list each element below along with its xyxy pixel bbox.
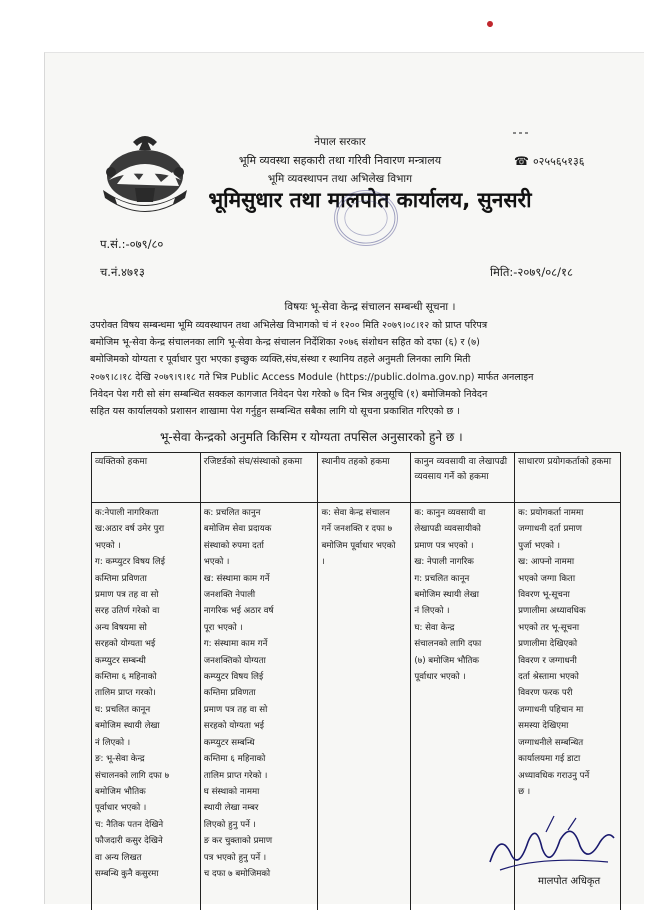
cell-text-line: नं लिएको ।	[95, 737, 131, 748]
cell-text-line: क: प्रचलित कानुन	[203, 508, 261, 518]
ch-number: च.नं.४७१३	[100, 265, 145, 279]
cell-text-line: तालिम प्राप्त गरको।	[95, 688, 156, 699]
cell-text-line: पत्र भएको हुनु पर्ने ।	[203, 852, 267, 863]
cell-text-line: घ: प्रचलित कानून	[95, 704, 151, 715]
cell-text-line: कम्तिमा ६ महिनाको	[203, 754, 266, 765]
cell-text-line: संचालनको लागि दफा	[414, 639, 482, 650]
table-header-row	[92, 453, 621, 503]
cell-text-line: घ संस्थाको नाममा	[203, 786, 260, 797]
cell-text-line: भएको ।	[203, 557, 230, 568]
cell-text-line: फौजदारी कसुर देखिने	[95, 836, 163, 847]
cell-text-line: बमोजिम भौतिक	[95, 786, 146, 797]
phone-number	[514, 154, 584, 169]
cell-local-level	[318, 503, 411, 910]
cell-text-line: बमोजिम स्थायी लेखा	[95, 721, 160, 732]
cell-text-line: कम्तिमा ६ महिनाको	[95, 672, 157, 683]
cell-text-line: प्रणालीमा अध्यावधिक	[518, 606, 586, 617]
cell-text-line: सम्बन्धि कुनै कसुरमा	[95, 868, 159, 879]
cell-text-line: बमोजिम सेवा प्रदायक	[203, 524, 272, 535]
cell-text-line: गर्ने जनशक्ति र दफा ७	[321, 524, 393, 535]
cell-text-line: समस्या देखिएमा	[518, 721, 569, 732]
cell-text-line: बमोजिम स्थायी लेखा	[414, 590, 480, 601]
office-name: भूमिसुधार तथा मालपोत कार्यालय, सुनसरी	[208, 188, 532, 212]
cell-text-line: जग्गाधनी पहिचान मा	[518, 704, 584, 715]
cell-text-line: कम्प्युटर सम्बन्धि	[203, 737, 255, 748]
cell-text-line: विवरण र जग्गाधनी	[518, 655, 577, 666]
handwritten-signature-icon	[480, 812, 620, 882]
cell-text-line: क: कानुन व्यवसायी वा	[414, 508, 486, 518]
cell-text-line: वा अन्य लिखत	[95, 852, 142, 863]
cell-text-line: ख: आफ्नो नाममा	[518, 557, 575, 568]
signatory-title: मालपोत अधिकृत	[538, 876, 601, 887]
cell-text-line: ख: नेपाली नागरिक	[414, 557, 474, 568]
department-name: भूमि व्यवस्थापन तथा अभिलेख विभाग	[267, 173, 413, 185]
cell-text-line: विवरण फरक परी	[518, 688, 573, 699]
cell-text-line: नागरिक भई अठार वर्ष	[203, 606, 274, 617]
body-line: निवेदन पेश गरी सो संग सम्बन्धित सक्कल कागजात निवेदन पेश गरेको ७ दिन भित्र अनुसूचि (१) बमोजिमको निवेदन	[90, 388, 488, 400]
cell-text-line: अन्य विषयमा सो	[95, 622, 147, 633]
cell-text-line: प्रणालीमा देखिएको	[518, 639, 578, 650]
cell-text-line: स्थायी लेखा नम्बर	[203, 803, 259, 814]
cell-text-line: जग्गाधनी दर्ता प्रमाण	[518, 524, 582, 535]
government-name: नेपाल सरकार	[314, 136, 366, 148]
cell-text-line: पूर्वाधार भएको ।	[414, 672, 466, 683]
body-line: उपरोक्त विषय सम्बन्धमा भूमि व्यवस्थापन तथा अभिलेख विभागको चं नं १२०० मिति २०७९।०८।१२ को प्राप्त परिपत्र	[90, 320, 488, 331]
cell-text-line: तालिम प्राप्त गरेको ।	[203, 770, 268, 781]
cell-text-line: संचालनको लागि दफा ७	[95, 770, 170, 781]
cell-text-line: भएको ।	[95, 540, 121, 551]
cell-text-line: ग: प्रचलित कानून	[414, 573, 470, 584]
cell-text-line: पूरा भएको ।	[203, 622, 243, 633]
cell-text-line: कम्प्युटर विषय लिई	[203, 672, 264, 683]
cell-text-line: सरह उतिर्ण गरेको वा	[95, 606, 160, 617]
cell-text-line: क: सेवा केन्द्र संचालन	[321, 508, 390, 518]
cell-text-line: भएको तर भू-सूचना	[518, 622, 580, 633]
notice-date: मिति:-२०७९/०८/१८	[490, 265, 574, 279]
cell-text-line: क: प्रयोगकर्ता नाममा	[518, 508, 584, 518]
cell-text-line: सरहको योग्यता भई	[95, 639, 156, 650]
body-line: सहित यस कार्यालयको प्रशासन शाखामा पेश गर्नुहुन सम्बन्धित सबैका लागि यो सूचना प्रकाशित गरिएको छ ।	[90, 406, 460, 418]
column-header-organization: रजिष्टर्डको संघ/संस्थाको हकमा	[200, 453, 318, 503]
cell-text-line: कम्तिमा प्रविणता	[95, 573, 147, 584]
cell-text-line: पूर्वाधार भएको ।	[95, 803, 147, 814]
cell-text-line: भएको जग्गा किता	[518, 573, 576, 584]
telephone-icon: ☎	[514, 154, 529, 168]
cell-text-line: अध्यावधिक गराउनु पर्ने	[518, 770, 590, 781]
ps-number: प.सं.:-०७९/८०	[100, 237, 164, 251]
body-line: बमोजिम भू-सेवा केन्द्र संचालनका लागि भू-सेवा केन्द्र संचालन निर्देशिका २०७६ संशोधन सहित को दफा (६) र (७)	[90, 337, 480, 349]
cell-text-line: दर्ता श्रेस्तामा भएको	[518, 672, 579, 683]
column-header-general-user: साधारण प्रयोगकर्ताको हकमा	[515, 453, 621, 503]
cell-text-line: प्रमाण पत्र भएको ।	[414, 540, 474, 551]
cell-organization	[200, 503, 318, 910]
cell-text-line: जनशक्तिको योग्यता	[203, 655, 266, 666]
column-header-individual: व्यक्तिको हकमा	[92, 453, 201, 503]
column-header-legal-practitioner: कानुन व्यवसायी वा लेखापढी व्यवसाय गर्ने को हकमा	[411, 453, 515, 503]
cell-text-line: ख: संस्थामा काम गर्ने	[203, 573, 270, 584]
cell-individual	[92, 503, 201, 910]
cell-text-line: ङ: भू-सेवा केन्द्र	[95, 754, 145, 765]
cell-text-line: कम्प्युटर सम्बन्धी	[95, 655, 146, 666]
ministry-name: भूमि व्यवस्था सहकारी तथा गरिवी निवारण मन्त्रालय	[238, 154, 442, 167]
notice-subject: विषयः भू-सेवा केन्द्र संचालन सम्बन्धी सूचना ।	[284, 301, 456, 313]
cell-text-line: संस्थाको रुपमा दर्ता	[203, 540, 264, 551]
cell-text-line: छ ।	[518, 786, 531, 797]
cell-text-line: घ: सेवा केन्द्र	[414, 622, 455, 633]
cell-text-line: (७) बमोजिम भौतिक	[414, 655, 480, 666]
cell-text-line: प्रमाण पत्र तह वा सो	[95, 590, 159, 601]
cell-text-line: ।	[321, 557, 325, 568]
body-line: बमोजिमको योग्यता र पूर्वाधार पुरा भएका इच्छुक व्यक्ति,संघ,संस्था र स्थानिय तहले अनुमती लिनका लागि मिती	[90, 354, 471, 366]
cell-text-line: पुर्जा भएको ।	[518, 540, 560, 551]
cell-text-line: जनशक्ति नेपाली	[203, 590, 256, 601]
scan-marks	[513, 119, 539, 122]
cell-text-line: जग्गाधनीले सम्बन्धित	[518, 737, 584, 748]
cell-text-line: कम्तिमा प्रविणता	[203, 688, 256, 699]
notice-body	[90, 317, 620, 420]
cell-text-line: लेखापढी व्यवसायीको	[414, 524, 481, 535]
phone-value: ०२५५६५१३६	[532, 155, 585, 168]
cell-text-line: नं लिएको ।	[414, 606, 450, 617]
cell-text-line: विवरण भू-सूचना	[518, 590, 570, 601]
cell-text-line: कार्यालयमा गई डाटा	[518, 754, 581, 765]
cell-text-line: बमोजिम पूर्वाधार भएको	[321, 540, 396, 551]
cell-text-line: ग: कम्प्युटर विषय लिई	[95, 557, 165, 568]
cell-text-line: ख:अठार वर्ष उमेर पुरा	[95, 524, 165, 535]
red-ink-mark	[486, 20, 494, 28]
cell-text-line: लिएको हुनु पर्ने ।	[203, 819, 256, 830]
cell-text-line: च: नैतिक पतन देखिने	[95, 819, 164, 830]
list-heading: भू-सेवा केन्द्रको अनुमति किसिम र योग्यता तपसिल अनुसारको हुने छ ।	[160, 430, 463, 444]
cell-text-line: सरहको योग्यता भई	[203, 721, 264, 732]
cell-text-line: च दफा ७ बमोजिमको	[203, 868, 271, 879]
office-seal-stamp-icon	[334, 190, 398, 246]
body-line: २०७९।८।१८ देखि २०७९।९।१८ गते भित्र Public Access Module (https://public.dolma.gov.np) मार्फत अनलाइन	[90, 371, 534, 383]
cell-text-line: ग: संस्थामा काम गर्ने	[203, 639, 268, 650]
cell-text-line: प्रमाण पत्र तह वा सो	[203, 704, 268, 715]
cell-text-line: ङ कर चुक्ताको प्रमाण	[203, 836, 273, 847]
column-header-local-level: स्थानीय तहको हकमा	[318, 453, 411, 503]
cell-text-line: क:नेपाली नागरिकता	[95, 508, 159, 518]
